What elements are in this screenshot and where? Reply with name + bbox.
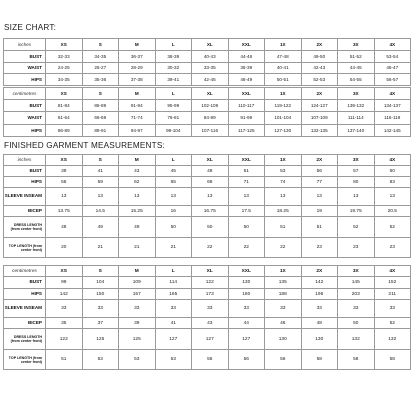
- table-cell: 40-43: [192, 50, 229, 62]
- table-cell: 110-117: [228, 100, 265, 112]
- table-cell: 19: [301, 206, 338, 217]
- row-label: BUST: [4, 50, 46, 62]
- size-header-xxl: XXL: [228, 155, 265, 166]
- table-cell: 13: [338, 188, 375, 206]
- table-cell: 44-45: [338, 62, 375, 74]
- table-cell: 56-57: [374, 74, 411, 86]
- table-cell: 54-55: [338, 74, 375, 86]
- table-cell: 21: [155, 238, 192, 258]
- table-cell: 36-37: [119, 50, 156, 62]
- size-header-3x: 3X: [338, 266, 375, 277]
- table-cell: 84-89: [192, 112, 229, 124]
- table-cell: 81-84: [46, 100, 83, 112]
- table-cell: 95-99: [155, 100, 192, 112]
- finished-measurements-title: FINISHED GARMENT MEASUREMENTS:: [4, 141, 165, 150]
- unit-label: centimetres: [4, 266, 46, 277]
- table-cell: 42-45: [192, 74, 229, 86]
- table-cell: 37-38: [119, 74, 156, 86]
- table-cell: 56: [192, 350, 229, 370]
- table-cell: 13.75: [46, 206, 83, 217]
- table-cell: 109: [119, 277, 156, 289]
- table-cell: 127: [155, 329, 192, 350]
- table-cell: 15.25: [119, 206, 156, 217]
- row-label: BICEP: [4, 206, 46, 217]
- table-cell: 142: [301, 277, 338, 289]
- header-row: [4, 266, 411, 277]
- size-header-xs: XS: [46, 155, 83, 166]
- size-header-l: L: [155, 266, 192, 277]
- size-header-4x: 4X: [374, 39, 411, 51]
- table-cell: 23: [374, 238, 411, 258]
- table-cell: 13: [228, 188, 265, 206]
- table-row: [4, 300, 411, 318]
- table-row: [4, 238, 411, 258]
- table-cell: 53: [82, 350, 119, 370]
- size-header-xs: XS: [46, 88, 83, 100]
- table-cell: 19.75: [338, 206, 375, 217]
- table-cell: 51: [228, 166, 265, 177]
- table-row: [4, 206, 411, 217]
- row-label: HIPS: [4, 74, 46, 86]
- table-cell: 14.5: [82, 206, 119, 217]
- table-cell: 89-91: [82, 124, 119, 136]
- table-cell: 125: [82, 329, 119, 350]
- table-cell: 53: [265, 166, 302, 177]
- table-cell: 42-43: [301, 62, 338, 74]
- table-row: [4, 62, 411, 74]
- size-header-2x: 2X: [301, 39, 338, 51]
- table-cell: 71-74: [119, 112, 156, 124]
- size-header-2x: 2X: [301, 266, 338, 277]
- table-cell: 58: [374, 350, 411, 370]
- table-cell: 66-69: [82, 112, 119, 124]
- table-cell: 157: [119, 289, 156, 300]
- table-cell: 107-109: [301, 112, 338, 124]
- table-cell: 76-81: [155, 112, 192, 124]
- table-cell: 33: [338, 300, 375, 318]
- table-cell: 49-50: [301, 50, 338, 62]
- table-cell: 132-135: [301, 124, 338, 136]
- size-header-m: M: [119, 155, 156, 166]
- table-cell: 53: [155, 350, 192, 370]
- table-cell: 39: [46, 166, 83, 177]
- size-header-1x: 1X: [265, 39, 302, 51]
- table-cell: 16.75: [192, 206, 229, 217]
- row-label: HIPS: [4, 177, 46, 188]
- table-row: [4, 188, 411, 206]
- table-cell: 35: [46, 318, 83, 329]
- table-cell: 38-39: [155, 50, 192, 62]
- table-cell: 77: [301, 177, 338, 188]
- table-cell: 56: [301, 166, 338, 177]
- table-cell: 135: [265, 277, 302, 289]
- table-cell: 33: [374, 300, 411, 318]
- table-cell: 71: [228, 177, 265, 188]
- table-cell: 94-97: [119, 124, 156, 136]
- row-label: WAIST: [4, 62, 46, 74]
- table-cell: 50: [228, 217, 265, 238]
- table-cell: 127-130: [265, 124, 302, 136]
- header-row: [4, 155, 411, 166]
- table-cell: 51: [301, 217, 338, 238]
- table-cell: 59: [82, 177, 119, 188]
- table-cell: 124-127: [301, 100, 338, 112]
- table-cell: 13: [46, 188, 83, 206]
- table-cell: 13: [155, 188, 192, 206]
- size-header-s: S: [82, 39, 119, 51]
- size-header-3x: 3X: [338, 39, 375, 51]
- table-cell: 33: [82, 300, 119, 318]
- table-cell: 33: [301, 300, 338, 318]
- table-cell: 21: [82, 238, 119, 258]
- table-cell: 65: [155, 177, 192, 188]
- table-cell: 17.5: [228, 206, 265, 217]
- size-chart-inches-table: [3, 38, 411, 86]
- table-cell: 125: [119, 329, 156, 350]
- size-header-xl: XL: [192, 39, 229, 51]
- table-cell: 13: [119, 188, 156, 206]
- table-cell: 48: [192, 166, 229, 177]
- table-cell: 33: [119, 300, 156, 318]
- row-label: WAIST: [4, 112, 46, 124]
- table-row: [4, 112, 411, 124]
- table-cell: 137-140: [338, 124, 375, 136]
- size-header-m: M: [119, 266, 156, 277]
- table-cell: 45: [155, 166, 192, 177]
- size-chart-cm-table: [3, 87, 411, 137]
- table-row: [4, 329, 411, 350]
- table-cell: 127: [228, 329, 265, 350]
- table-cell: 22: [192, 238, 229, 258]
- header-row: [4, 39, 411, 51]
- size-header-1x: 1X: [265, 155, 302, 166]
- row-label: DRESS LENGTH (from center front): [4, 329, 46, 350]
- size-header-4x: 4X: [374, 88, 411, 100]
- size-chart-title: SIZE CHART:: [4, 23, 57, 32]
- table-cell: 68: [192, 177, 229, 188]
- table-cell: 152: [374, 277, 411, 289]
- table-cell: 50: [338, 318, 375, 329]
- size-header-m: M: [119, 88, 156, 100]
- table-cell: 33: [192, 300, 229, 318]
- size-header-3x: 3X: [338, 155, 375, 166]
- table-cell: 99-104: [155, 124, 192, 136]
- table-cell: 99: [46, 277, 83, 289]
- table-cell: 116-119: [374, 112, 411, 124]
- row-label: BUST: [4, 100, 46, 112]
- table-cell: 39: [119, 318, 156, 329]
- size-header-4x: 4X: [374, 266, 411, 277]
- size-header-2x: 2X: [301, 88, 338, 100]
- table-cell: 119-122: [265, 100, 302, 112]
- table-cell: 51-52: [338, 50, 375, 62]
- table-cell: 60: [374, 166, 411, 177]
- table-cell: 127: [192, 329, 229, 350]
- table-row: [4, 177, 411, 188]
- size-header-s: S: [82, 155, 119, 166]
- table-cell: 49: [119, 217, 156, 238]
- table-cell: 53-54: [374, 50, 411, 62]
- table-cell: 20.5: [374, 206, 411, 217]
- table-cell: 102-109: [192, 100, 229, 112]
- unit-label: inches: [4, 155, 46, 166]
- table-cell: 180: [228, 289, 265, 300]
- table-cell: 53: [119, 350, 156, 370]
- table-cell: 91-99: [228, 112, 265, 124]
- table-cell: 43: [192, 318, 229, 329]
- table-cell: 37: [82, 318, 119, 329]
- size-header-xl: XL: [192, 266, 229, 277]
- table-row: [4, 277, 411, 289]
- table-cell: 203: [338, 289, 375, 300]
- table-cell: 20: [46, 238, 83, 258]
- table-cell: 48: [46, 217, 83, 238]
- table-cell: 44-46: [228, 50, 265, 62]
- table-cell: 33: [228, 300, 265, 318]
- table-cell: 130: [265, 329, 302, 350]
- table-cell: 211: [374, 289, 411, 300]
- size-header-l: L: [155, 39, 192, 51]
- table-cell: 46: [265, 318, 302, 329]
- table-cell: 142: [46, 289, 83, 300]
- table-cell: 62: [119, 177, 156, 188]
- size-header-2x: 2X: [301, 155, 338, 166]
- table-cell: 28-29: [119, 62, 156, 74]
- row-label: TOP LENGTH (from center front): [4, 238, 46, 258]
- table-cell: 24-25: [46, 62, 83, 74]
- table-cell: 74: [265, 177, 302, 188]
- table-cell: 142-145: [374, 124, 411, 136]
- table-cell: 33: [155, 300, 192, 318]
- table-cell: 13: [82, 188, 119, 206]
- table-cell: 132: [338, 329, 375, 350]
- unit-label: inches: [4, 39, 46, 51]
- table-cell: 61-64: [46, 112, 83, 124]
- size-header-s: S: [82, 266, 119, 277]
- size-header-1x: 1X: [265, 266, 302, 277]
- table-cell: 101-104: [265, 112, 302, 124]
- size-header-xs: XS: [46, 266, 83, 277]
- finished-inches-table: [3, 154, 411, 258]
- table-cell: 35-36: [82, 74, 119, 86]
- table-cell: 52-53: [301, 74, 338, 86]
- table-row: [4, 217, 411, 238]
- header-row: [4, 88, 411, 100]
- table-cell: 57: [338, 166, 375, 177]
- table-row: [4, 74, 411, 86]
- table-cell: 122: [192, 277, 229, 289]
- table-cell: 36-39: [228, 62, 265, 74]
- table-cell: 56: [46, 177, 83, 188]
- row-label: TOP LENGTH (from center front): [4, 350, 46, 370]
- table-cell: 58: [338, 350, 375, 370]
- table-cell: 33-35: [192, 62, 229, 74]
- size-header-4x: 4X: [374, 155, 411, 166]
- size-header-l: L: [155, 88, 192, 100]
- table-cell: 41: [155, 318, 192, 329]
- size-header-3x: 3X: [338, 88, 375, 100]
- table-cell: 13: [265, 188, 302, 206]
- table-row: [4, 166, 411, 177]
- table-cell: 49: [82, 217, 119, 238]
- table-cell: 132: [374, 329, 411, 350]
- table-cell: 114: [155, 277, 192, 289]
- size-header-xl: XL: [192, 155, 229, 166]
- table-cell: 80: [338, 177, 375, 188]
- table-cell: 104: [82, 277, 119, 289]
- size-header-xs: XS: [46, 39, 83, 51]
- table-cell: 13: [301, 188, 338, 206]
- row-label: HIPS: [4, 124, 46, 136]
- finished-cm-table: [3, 265, 411, 370]
- table-cell: 43: [119, 166, 156, 177]
- table-cell: 40-41: [265, 62, 302, 74]
- size-header-xl: XL: [192, 88, 229, 100]
- row-label: BICEP: [4, 318, 46, 329]
- table-cell: 51: [46, 350, 83, 370]
- row-label: BUST: [4, 277, 46, 289]
- table-cell: 130: [301, 329, 338, 350]
- table-row: [4, 100, 411, 112]
- table-cell: 91-94: [119, 100, 156, 112]
- table-cell: 21: [119, 238, 156, 258]
- table-cell: 52: [338, 217, 375, 238]
- table-cell: 13: [192, 188, 229, 206]
- table-cell: 32-33: [46, 50, 83, 62]
- table-cell: 22: [228, 238, 265, 258]
- table-cell: 34-35: [82, 50, 119, 62]
- size-header-xxl: XXL: [228, 39, 265, 51]
- table-cell: 46-47: [374, 62, 411, 74]
- table-cell: 117-125: [228, 124, 265, 136]
- table-cell: 122: [46, 329, 83, 350]
- table-cell: 18.25: [265, 206, 302, 217]
- table-cell: 51: [265, 217, 302, 238]
- table-cell: 56: [265, 350, 302, 370]
- table-row: [4, 50, 411, 62]
- size-header-m: M: [119, 39, 156, 51]
- table-cell: 52: [374, 217, 411, 238]
- size-header-l: L: [155, 155, 192, 166]
- row-label: HIPS: [4, 289, 46, 300]
- table-cell: 188: [265, 289, 302, 300]
- table-cell: 150: [82, 289, 119, 300]
- row-label: SLEEVE INSEAM: [4, 300, 46, 318]
- table-cell: 86-89: [82, 100, 119, 112]
- table-cell: 139-132: [338, 100, 375, 112]
- table-cell: 130: [228, 277, 265, 289]
- table-cell: 111-114: [338, 112, 375, 124]
- table-cell: 48: [301, 318, 338, 329]
- table-cell: 83: [374, 177, 411, 188]
- size-header-xxl: XXL: [228, 266, 265, 277]
- table-cell: 30-32: [155, 62, 192, 74]
- table-cell: 50-51: [265, 74, 302, 86]
- table-cell: 173: [192, 289, 229, 300]
- table-row: [4, 318, 411, 329]
- table-cell: 34-35: [46, 74, 83, 86]
- table-cell: 196: [301, 289, 338, 300]
- size-header-s: S: [82, 88, 119, 100]
- row-label: SLEEVE INSEAM: [4, 188, 46, 206]
- table-cell: 134-137: [374, 100, 411, 112]
- table-cell: 46-49: [228, 74, 265, 86]
- table-cell: 23: [301, 238, 338, 258]
- table-row: [4, 289, 411, 300]
- table-cell: 47-48: [265, 50, 302, 62]
- size-header-1x: 1X: [265, 88, 302, 100]
- table-cell: 33: [265, 300, 302, 318]
- table-cell: 58: [301, 350, 338, 370]
- table-cell: 33: [46, 300, 83, 318]
- table-cell: 44: [228, 318, 265, 329]
- table-row: [4, 124, 411, 136]
- row-label: BUST: [4, 166, 46, 177]
- table-cell: 50: [192, 217, 229, 238]
- table-cell: 41: [82, 166, 119, 177]
- table-cell: 22: [265, 238, 302, 258]
- table-cell: 86-89: [46, 124, 83, 136]
- table-cell: 56: [228, 350, 265, 370]
- table-cell: 26-27: [82, 62, 119, 74]
- size-header-xxl: XXL: [228, 88, 265, 100]
- table-cell: 23: [338, 238, 375, 258]
- table-cell: 145: [338, 277, 375, 289]
- table-cell: 52: [374, 318, 411, 329]
- row-label: DRESS LENGTH (from center front): [4, 217, 46, 238]
- table-row: [4, 350, 411, 370]
- table-cell: 50: [155, 217, 192, 238]
- table-cell: 13: [374, 188, 411, 206]
- table-cell: 165: [155, 289, 192, 300]
- table-cell: 16: [155, 206, 192, 217]
- table-cell: 107-116: [192, 124, 229, 136]
- table-cell: 39-41: [155, 74, 192, 86]
- unit-label: centimetres: [4, 88, 46, 100]
